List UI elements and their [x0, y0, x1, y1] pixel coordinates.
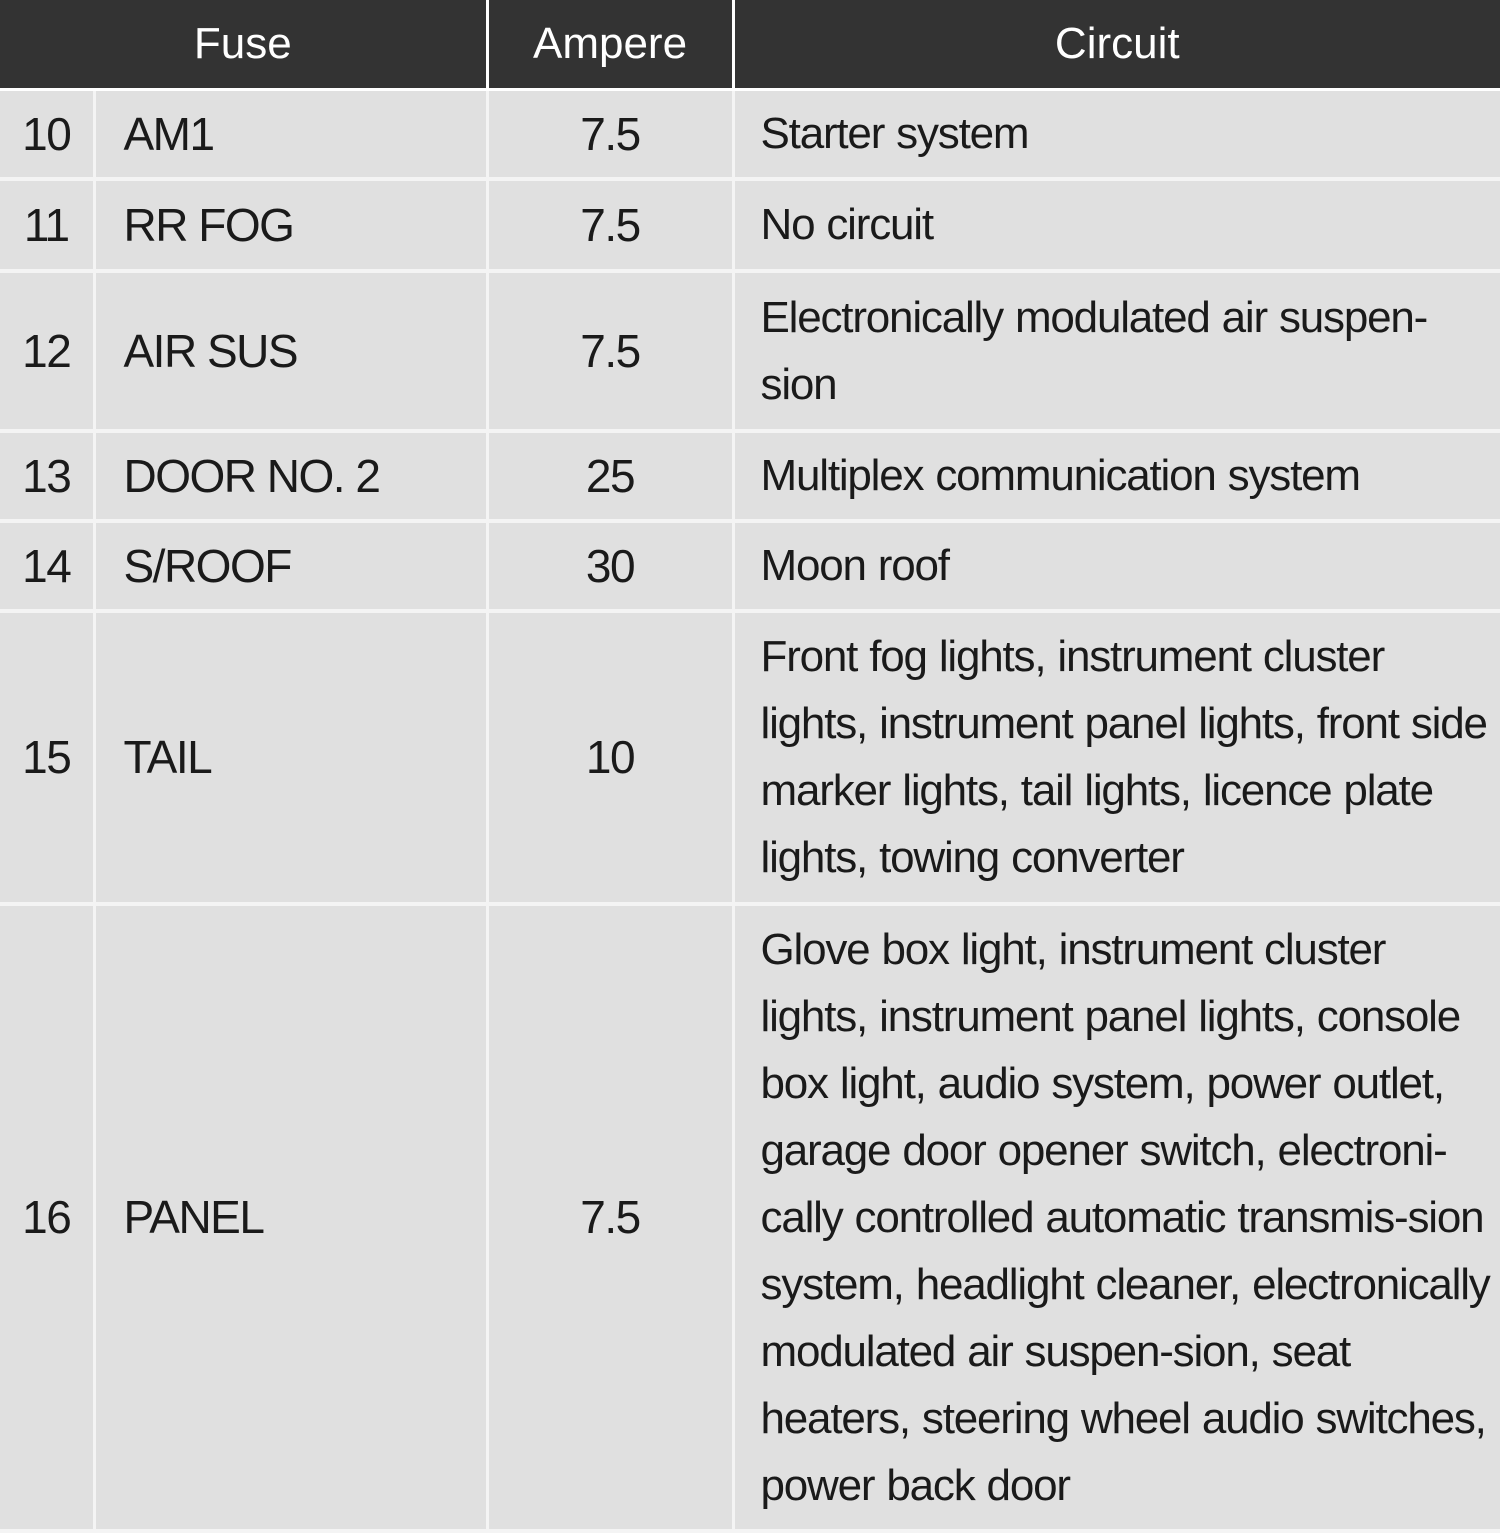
fuse-number: 15 [0, 611, 94, 904]
table-row [0, 431, 1500, 521]
fuse-name: AIR SUS [94, 271, 487, 431]
table-header-row [0, 0, 1500, 90]
header-ampere: Ampere [487, 0, 733, 90]
fuse-number: 12 [0, 271, 94, 431]
fuse-ampere: 25 [487, 431, 733, 521]
fuse-circuit: Electronically modulated air suspen-sion [733, 271, 1500, 431]
fuse-number: 14 [0, 521, 94, 611]
fuse-circuit: Moon roof [733, 521, 1500, 611]
fuse-circuit: Glove box light, instrument cluster lights, instrument panel lights, console box light, audio system, power outlet, garage door opener switch, electroni-cally controlled automatic transmis-sion system, headlight cleaner, electronically modulated air suspen-sion, seat heaters, steering wheel audio switches, power back door [733, 904, 1500, 1531]
fuse-number: 13 [0, 431, 94, 521]
fuse-name: AM1 [94, 90, 487, 179]
fuse-ampere: 7.5 [487, 179, 733, 271]
fuse-name: S/ROOF [94, 521, 487, 611]
table-row [0, 90, 1500, 179]
fuse-name: PANEL [94, 904, 487, 1531]
fuse-number: 11 [0, 179, 94, 271]
fuse-name: DOOR NO. 2 [94, 431, 487, 521]
fuse-circuit: Front fog lights, instrument cluster lights, instrument panel lights, front side marker lights, tail lights, licence plate lights, towing converter [733, 611, 1500, 904]
table-row [0, 521, 1500, 611]
fuse-ampere: 30 [487, 521, 733, 611]
header-fuse: Fuse [0, 0, 487, 90]
table-row [0, 271, 1500, 431]
fuse-number: 10 [0, 90, 94, 179]
fuse-number: 16 [0, 904, 94, 1531]
fuse-circuit: Starter system [733, 90, 1500, 179]
fuse-ampere: 7.5 [487, 271, 733, 431]
fuse-ampere: 7.5 [487, 904, 733, 1531]
fuse-name: RR FOG [94, 179, 487, 271]
fuse-circuit: Multiplex communication system [733, 431, 1500, 521]
header-circuit: Circuit [733, 0, 1500, 90]
table-row [0, 179, 1500, 271]
table-row [0, 611, 1500, 904]
fuse-circuit: No circuit [733, 179, 1500, 271]
table-row [0, 904, 1500, 1531]
fuse-ampere: 7.5 [487, 90, 733, 179]
fuse-ampere: 10 [487, 611, 733, 904]
fuse-name: TAIL [94, 611, 487, 904]
